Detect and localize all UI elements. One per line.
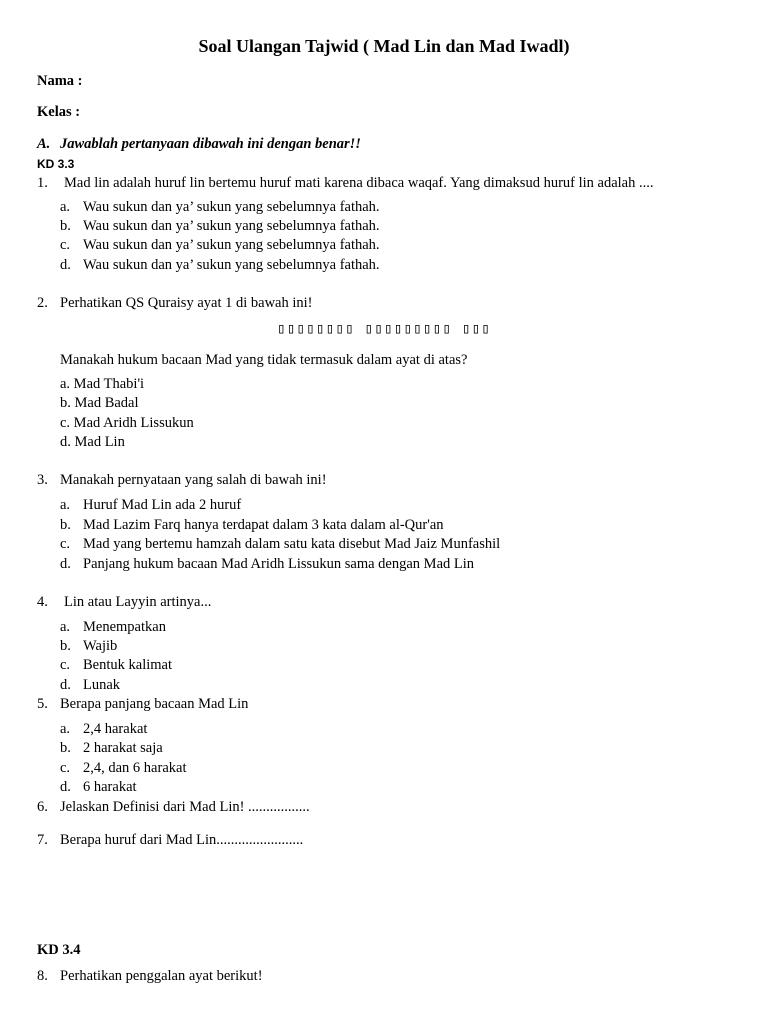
option-text: a. Mad Thabi'i bbox=[60, 376, 145, 392]
option-letter: d. bbox=[60, 779, 71, 795]
name-field-label: Nama : bbox=[37, 73, 83, 89]
option-text: Bentuk kalimat bbox=[83, 657, 172, 673]
section-a-instruction: Jawablah pertanyaan dibawah ini dengan benar!! bbox=[60, 136, 361, 152]
option-text: b. Mad Badal bbox=[60, 395, 139, 411]
question-number: 5. bbox=[37, 696, 48, 712]
option-text: Wau sukun dan ya’ sukun yang sebelumnya fathah. bbox=[83, 218, 380, 234]
question-7-text: Berapa huruf dari Mad Lin........................ bbox=[60, 832, 304, 848]
option-letter: d. bbox=[60, 257, 71, 273]
kd-3-3-heading: KD 3.3 bbox=[37, 157, 75, 171]
question-2-prompt: Manakah hukum bacaan Mad yang tidak termasuk dalam ayat di atas? bbox=[60, 352, 468, 368]
question-5-text: Berapa panjang bacaan Mad Lin bbox=[60, 696, 249, 712]
option-letter: d. bbox=[60, 677, 71, 693]
option-letter: c. bbox=[60, 657, 71, 673]
option-text: Lunak bbox=[83, 677, 121, 693]
question-number: 2. bbox=[37, 295, 48, 311]
option-letter: b. bbox=[60, 517, 71, 533]
question-4-text: Lin atau Layyin artinya... bbox=[64, 594, 212, 610]
option-letter: a. bbox=[60, 619, 71, 635]
option-text: Wau sukun dan ya’ sukun yang sebelumnya fathah. bbox=[83, 199, 380, 215]
option-text: d. Mad Lin bbox=[60, 434, 125, 450]
question-number: 6. bbox=[37, 799, 48, 815]
question-number: 1. bbox=[37, 175, 48, 191]
option-letter: b. bbox=[60, 638, 71, 654]
section-a-letter: A. bbox=[37, 136, 51, 152]
option-letter: c. bbox=[60, 760, 71, 776]
option-text: c. Mad Aridh Lissukun bbox=[60, 415, 194, 431]
question-8-text: Perhatikan penggalan ayat berikut! bbox=[60, 968, 263, 984]
option-letter: c. bbox=[60, 536, 71, 552]
option-text: Wau sukun dan ya’ sukun yang sebelumnya fathah. bbox=[83, 257, 380, 273]
option-letter: a. bbox=[60, 199, 71, 215]
question-number: 3. bbox=[37, 472, 48, 488]
option-letter: b. bbox=[60, 218, 71, 234]
class-field-label: Kelas : bbox=[37, 104, 81, 120]
option-text: 2,4, dan 6 harakat bbox=[83, 760, 187, 776]
option-text: Mad yang bertemu hamzah dalam satu kata disebut Mad Jaiz Munfashil bbox=[83, 536, 501, 552]
question-3-text: Manakah pernyataan yang salah di bawah ini! bbox=[60, 472, 327, 488]
option-letter: a. bbox=[60, 721, 71, 737]
question-1-text: Mad lin adalah huruf lin bertemu huruf mati karena dibaca waqaf. Yang dimaksud huruf lin adalah .... bbox=[64, 175, 654, 191]
option-letter: c. bbox=[60, 237, 71, 253]
option-text: 2 harakat saja bbox=[83, 740, 163, 756]
question-number: 4. bbox=[37, 594, 48, 610]
question-6-text: Jelaskan Definisi dari Mad Lin! ................. bbox=[60, 799, 310, 815]
page-title: Soal Ulangan Tajwid ( Mad Lin dan Mad Iwadl) bbox=[198, 36, 570, 56]
option-text: 6 harakat bbox=[83, 779, 137, 795]
option-text: Mad Lazim Farq hanya terdapat dalam 3 kata dalam al-Qur'an bbox=[83, 517, 444, 533]
option-letter: d. bbox=[60, 556, 71, 572]
question-number: 8. bbox=[37, 968, 48, 984]
question-2-text: Perhatikan QS Quraisy ayat 1 di bawah ini! bbox=[60, 295, 313, 311]
option-text: Huruf Mad Lin ada 2 huruf bbox=[83, 497, 242, 513]
option-text: Wajib bbox=[83, 638, 118, 654]
option-text: Menempatkan bbox=[83, 619, 166, 635]
arabic-verse: ▯▯▯▯▯▯▯▯ ▯▯▯▯▯▯▯▯▯ ▯▯▯ bbox=[276, 321, 492, 337]
option-letter: b. bbox=[60, 740, 71, 756]
question-number: 7. bbox=[37, 832, 48, 848]
option-text: Panjang hukum bacaan Mad Aridh Lissukun sama dengan Mad Lin bbox=[83, 556, 475, 572]
option-text: 2,4 harakat bbox=[83, 721, 148, 737]
kd-3-4-heading: KD 3.4 bbox=[37, 942, 81, 958]
option-text: Wau sukun dan ya’ sukun yang sebelumnya fathah. bbox=[83, 237, 380, 253]
option-letter: a. bbox=[60, 497, 71, 513]
